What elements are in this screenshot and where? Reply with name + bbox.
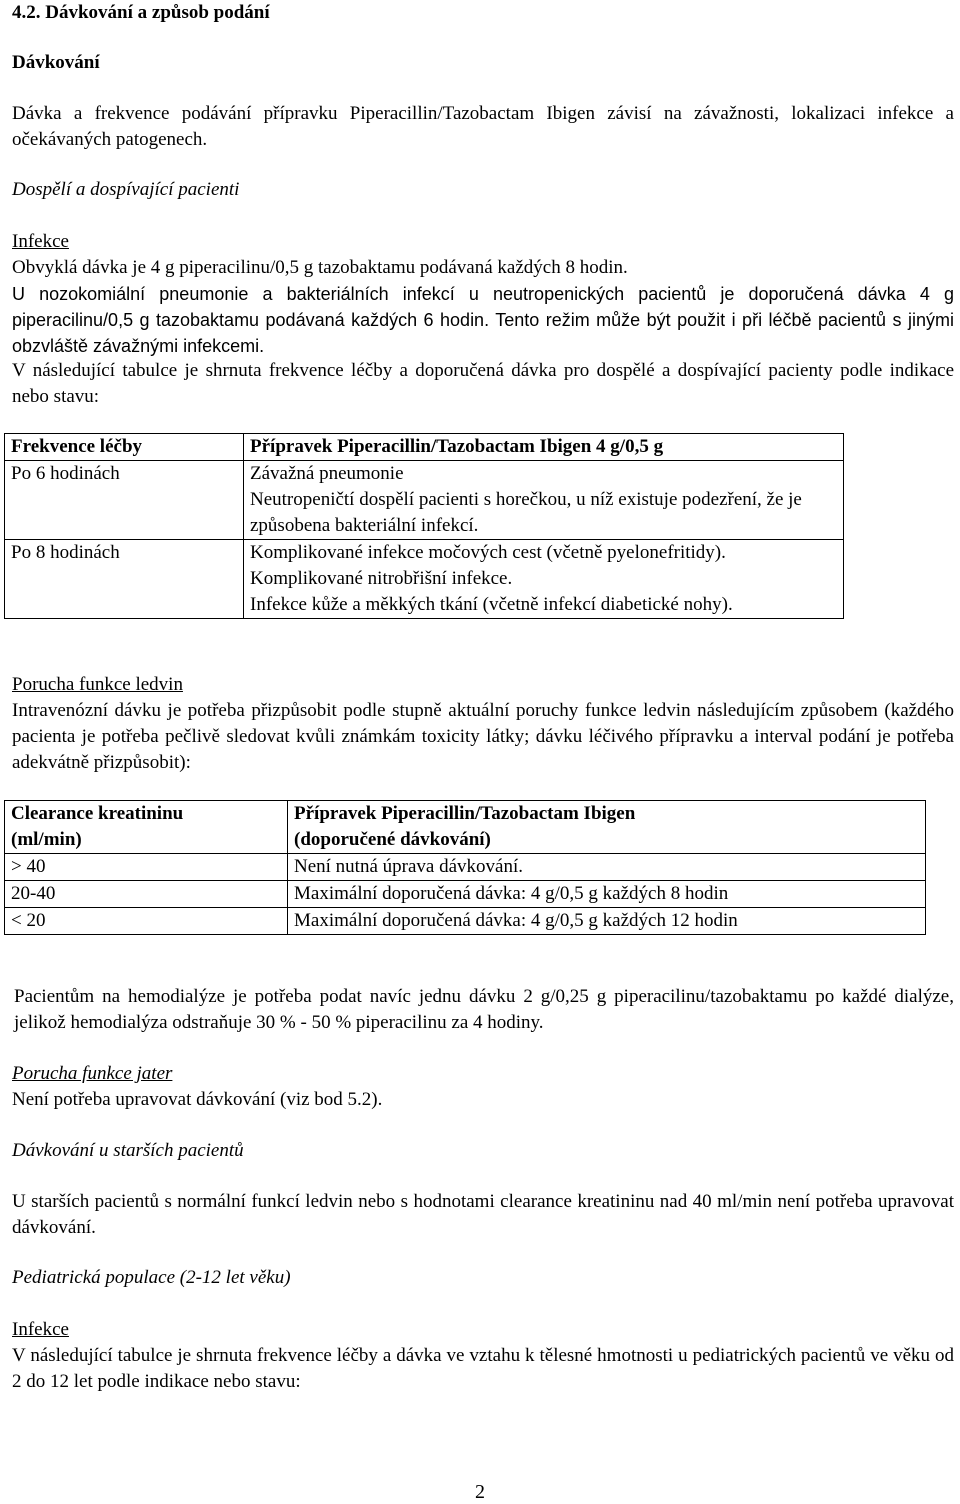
page-number: 2 — [475, 1481, 485, 1503]
usual-dose-text: Obvyklá dávka je 4 g piperacilinu/0,5 g tazobaktamu podávaná každých 8 hodin. — [12, 257, 628, 278]
renal-cell-clearance: > 40 — [5, 854, 288, 881]
table-row — [5, 854, 926, 881]
intro-paragraph: Dávka a frekvence podávání přípravku Piperacillin/Tazobactam Ibigen závisí na závažnosti, lokalizaci infekce a očekávaných patogenech. — [12, 103, 954, 150]
pediatric-infection-heading: Infekce — [12, 1319, 69, 1340]
freq-header-left: Frekvence léčby — [5, 434, 244, 461]
hepatic-heading: Porucha funkce jater — [12, 1063, 173, 1084]
table-row — [5, 434, 844, 461]
elderly-heading: Dávkování u starších pacientů — [12, 1140, 244, 1161]
freq-row1-left: Po 6 hodinách — [5, 461, 244, 540]
freq-row2-item: Komplikované infekce močových cest (včetně pyelonefritidy). — [250, 542, 726, 563]
renal-cell-clearance: < 20 — [5, 908, 288, 935]
freq-header-right: Přípravek Piperacillin/Tazobactam Ibigen 4 g/0,5 g — [244, 434, 844, 461]
table-row — [5, 461, 844, 540]
renal-cell-dose: Maximální doporučená dávka: 4 g/0,5 g každých 8 hodin — [288, 881, 926, 908]
freq-row1-item: Neutropeničtí dospělí pacienti s horečkou, u níž existuje podezření, že je způsobena bakteriální infekcí. — [250, 489, 802, 536]
pediatric-text: V následující tabulce je shrnuta frekvence léčby a dávka ve vztahu k tělesné hmotnosti u pediatrických pacientů ve věku od 2 do 12 let podle indikace nebo stavu: — [12, 1345, 954, 1392]
renal-header-left-line: (ml/min) — [11, 829, 82, 850]
table-intro-text: V následující tabulce je shrnuta frekvence léčby a doporučená dávka pro dospělé a dospívající pacienty podle indikace nebo stavu: — [12, 360, 954, 407]
dosing-heading: Dávkování — [12, 52, 100, 73]
table-row — [5, 540, 844, 619]
hepatic-text: Není potřeba upravovat dávkování (viz bod 5.2). — [12, 1089, 383, 1110]
freq-row1-item: Závažná pneumonie — [250, 463, 404, 484]
pediatric-heading: Pediatrická populace (2-12 let věku) — [12, 1267, 291, 1288]
elderly-text: U starších pacientů s normální funkcí ledvin nebo s hodnotami clearance kreatininu nad 40 ml/min není potřeba upravovat dávkování. — [12, 1191, 954, 1238]
renal-header-left-line: Clearance kreatininu — [11, 803, 184, 824]
nosocomial-text: U nozokomiální pneumonie a bakteriálních infekcí u neutropenických pacientů je doporučená dávka 4 g piperacilinu/0,5 g tazobaktamu podávaná každých 6 hodin. Tento režim může být použit i při léčbě pacientů s jinými obzvláště závažnými infekcemi. — [12, 284, 954, 356]
renal-text: Intravenózní dávku je potřeba přizpůsobit podle stupně aktuální poruchy funkce ledvin následujícím způsobem (každého pacienta je potřeba pečlivě sledovat kvůli známkám toxicity látky; dávku léčivého přípravku a interval podání je potřeba adekvátně přizpůsobit): — [12, 700, 954, 773]
table-row — [5, 908, 926, 935]
renal-header-left — [5, 801, 288, 854]
renal-header-right-line: Přípravek Piperacillin/Tazobactam Ibigen — [294, 803, 636, 824]
section-heading: 4.2. Dávkování a způsob podání — [12, 2, 270, 23]
hemodialysis-text: Pacientům na hemodialýze je potřeba podat navíc jednu dávku 2 g/0,25 g piperacilinu/tazobaktamu po každé dialýze, jelikož hemodialýza odstraňuje 30 % - 50 % piperacilinu za 4 hodiny. — [14, 986, 954, 1033]
renal-heading: Porucha funkce ledvin — [12, 674, 183, 695]
table-row — [5, 881, 926, 908]
freq-row2-item: Infekce kůže a měkkých tkání (včetně infekcí diabetické nohy). — [250, 594, 733, 615]
freq-row1-right — [244, 461, 844, 540]
renal-cell-clearance: 20-40 — [5, 881, 288, 908]
renal-header-right-line: (doporučené dávkování) — [294, 829, 491, 850]
frequency-table — [4, 433, 844, 619]
renal-header-right — [288, 801, 926, 854]
infection-heading: Infekce — [12, 231, 69, 252]
adults-heading: Dospělí a dospívající pacienti — [12, 179, 240, 200]
freq-row2-item: Komplikované nitrobřišní infekce. — [250, 568, 513, 589]
freq-row2-right — [244, 540, 844, 619]
renal-cell-dose: Maximální doporučená dávka: 4 g/0,5 g každých 12 hodin — [288, 908, 926, 935]
renal-table — [4, 800, 926, 935]
freq-row2-left: Po 8 hodinách — [5, 540, 244, 619]
table-row — [5, 801, 926, 854]
renal-cell-dose: Není nutná úprava dávkování. — [288, 854, 926, 881]
